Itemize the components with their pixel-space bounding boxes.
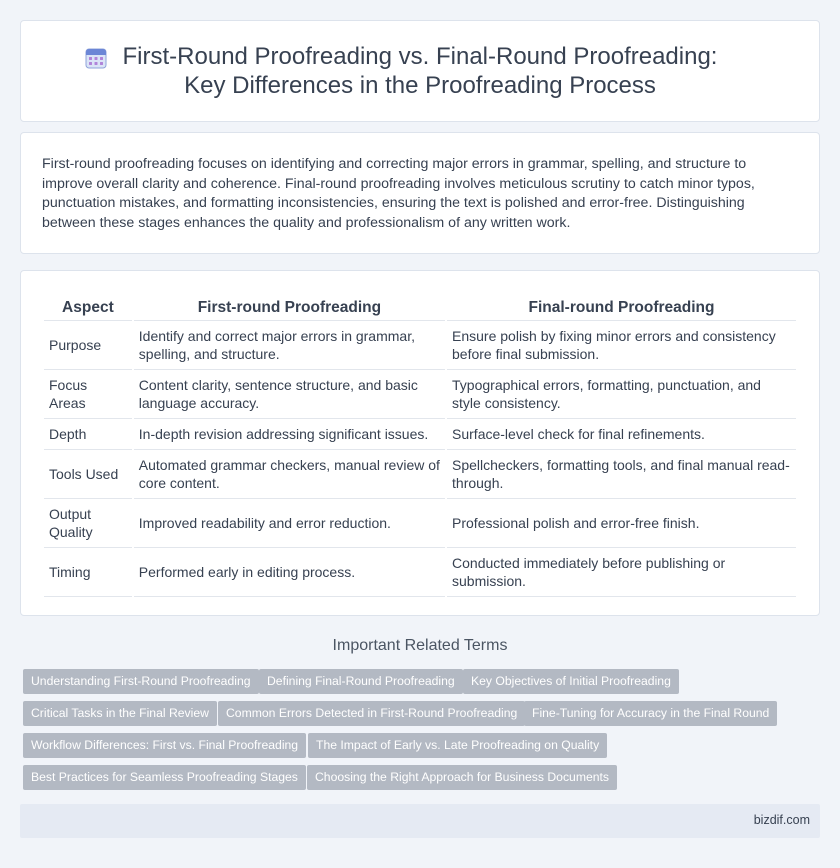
final-round-cell: Spellcheckers, formatting tools, and final manual read-through. xyxy=(447,450,796,499)
comparison-card xyxy=(20,270,820,616)
final-round-cell: Conducted immediately before publishing or submission. xyxy=(447,548,796,597)
table-row xyxy=(44,370,796,419)
related-tag[interactable]: Critical Tasks in the Final Review xyxy=(23,701,217,726)
comparison-table xyxy=(42,295,798,597)
table-row xyxy=(44,419,796,450)
header-first-round: First-round Proofreading xyxy=(134,295,445,321)
related-terms-heading: Important Related Terms xyxy=(332,637,508,654)
aspect-cell: Tools Used xyxy=(44,450,132,499)
aspect-cell: Timing xyxy=(44,548,132,597)
related-tag[interactable]: Key Objectives of Initial Proofreading xyxy=(463,669,679,694)
first-round-cell: Content clarity, sentence structure, and basic language accuracy. xyxy=(134,370,445,419)
related-tag[interactable]: Best Practices for Seamless Proofreading Stages xyxy=(23,765,306,790)
final-round-cell: Typographical errors, formatting, punctuation, and style consistency. xyxy=(447,370,796,419)
intro-paragraph: First-round proofreading focuses on identifying and correcting major errors in grammar, spelling, and structure to improve overall clarity and coherence. Final-round proofreading involves meticulous scrutiny to catch minor typos, punctuation mistakes, and formatting inconsistencies, ensuring the text is polished and error-free. Distinguishing between these stages enhances the quality and professionalism of any written work. xyxy=(42,156,755,231)
first-round-cell: Automated grammar checkers, manual review of core content. xyxy=(134,450,445,499)
first-round-cell: In-depth revision addressing significant issues. xyxy=(134,419,445,450)
related-tag[interactable]: Fine-Tuning for Accuracy in the Final Round xyxy=(524,701,777,726)
header-card xyxy=(20,20,820,122)
aspect-cell: Output Quality xyxy=(44,499,132,548)
table-row xyxy=(44,450,796,499)
intro-card xyxy=(20,132,820,254)
table-row xyxy=(44,548,796,597)
first-round-cell: Improved readability and error reduction. xyxy=(134,499,445,548)
related-tag[interactable]: Understanding First-Round Proofreading xyxy=(23,669,259,694)
final-round-cell: Surface-level check for final refinements. xyxy=(447,419,796,450)
page-title: First-Round Proofreading vs. Final-Round Proofreading: Key Differences in the Proofreading Process xyxy=(122,43,718,99)
final-round-cell: Ensure polish by fixing minor errors and consistency before final submission. xyxy=(447,321,796,370)
table-row xyxy=(44,321,796,370)
table-header-row xyxy=(44,295,796,321)
table-row xyxy=(44,499,796,548)
final-round-cell: Professional polish and error-free finish. xyxy=(447,499,796,548)
related-tag[interactable]: Common Errors Detected in First-Round Proofreading xyxy=(218,701,525,726)
first-round-cell: Performed early in editing process. xyxy=(134,548,445,597)
header-aspect: Aspect xyxy=(44,295,132,321)
related-tag[interactable]: Workflow Differences: First vs. Final Proofreading xyxy=(23,733,306,758)
aspect-cell: Focus Areas xyxy=(44,370,132,419)
header-final-round: Final-round Proofreading xyxy=(447,295,796,321)
aspect-cell: Purpose xyxy=(44,321,132,370)
first-round-cell: Identify and correct major errors in grammar, spelling, and structure. xyxy=(134,321,445,370)
related-tag[interactable]: Defining Final-Round Proofreading xyxy=(259,669,463,694)
site-name[interactable]: bizdif.com xyxy=(753,813,810,827)
related-tag[interactable]: The Impact of Early vs. Late Proofreading on Quality xyxy=(308,733,607,758)
aspect-cell: Depth xyxy=(44,419,132,450)
footer xyxy=(20,804,820,838)
related-tag[interactable]: Choosing the Right Approach for Business Documents xyxy=(307,765,617,790)
